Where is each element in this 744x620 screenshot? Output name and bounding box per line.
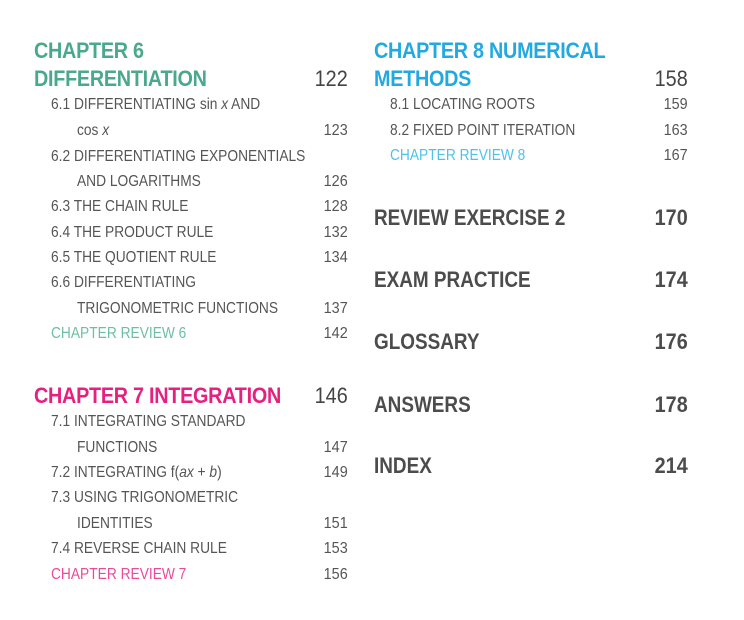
section-answers: ANSWERS [374,392,471,417]
toc-entry-7-2: 7.2 INTEGRATING f(ax + b) [51,464,222,481]
toc-page-6-5: 134 [323,249,348,266]
section-exam-practice-page: 174 [654,267,688,292]
section-review-exercise-2-page: 170 [654,205,688,230]
chapter-review-6-page: 142 [323,325,348,342]
toc-entry-7-1-line1: 7.1 INTEGRATING STANDARD [51,413,246,430]
toc-page-7-3: 151 [323,515,348,532]
toc-entry-6-2-line2: AND LOGARITHMS [77,173,201,190]
chapter-8-title-line2: METHODS [374,66,472,91]
section-index-page: 214 [654,453,688,478]
toc-entry-8-1: 8.1 LOCATING ROOTS [390,96,536,113]
chapter-6-title-line2: DIFFERENTIATION [34,66,207,91]
chapter-6-page: 122 [314,66,348,91]
chapter-8-title-line1: CHAPTER 8 NUMERICAL [374,38,606,63]
toc-page-6-1: 123 [323,122,348,139]
section-exam-practice: EXAM PRACTICE [374,267,531,292]
toc-page-6-4: 132 [323,224,348,241]
toc-page-6-2: 126 [323,173,348,190]
toc-entry-7-4: 7.4 REVERSE CHAIN RULE [51,540,227,557]
toc-page-7-1: 147 [323,439,348,456]
chapter-7-page: 146 [314,383,348,408]
chapter-review-8: CHAPTER REVIEW 8 [390,147,526,164]
toc-entry-6-1-line2: cos x [77,122,110,139]
toc-entry-6-4: 6.4 THE PRODUCT RULE [51,224,214,241]
chapter-7-title: CHAPTER 7 INTEGRATION [34,383,281,408]
toc-page-6-3: 128 [323,198,348,215]
chapter-6-title-line1: CHAPTER 6 [34,38,144,63]
toc-entry-6-6-line1: 6.6 DIFFERENTIATING [51,274,197,291]
chapter-8-page: 158 [654,66,688,91]
toc-entry-6-3: 6.3 THE CHAIN RULE [51,198,189,215]
chapter-review-8-page: 167 [663,147,688,164]
section-glossary-page: 176 [654,329,688,354]
section-review-exercise-2: REVIEW EXERCISE 2 [374,205,566,230]
toc-entry-6-6-line2: TRIGONOMETRIC FUNCTIONS [77,300,279,317]
toc-entry-7-1-line2: FUNCTIONS [77,439,158,456]
section-glossary: GLOSSARY [374,329,480,354]
section-answers-page: 178 [654,392,688,417]
toc-page-6-6: 137 [323,300,348,317]
toc-entry-6-5: 6.5 THE QUOTIENT RULE [51,249,217,266]
toc-page-8-1: 159 [663,96,688,113]
section-index: INDEX [374,453,432,478]
toc-entry-6-1-line1: 6.1 DIFFERENTIATING sin x AND [51,96,261,113]
toc-entry-7-3-line1: 7.3 USING TRIGONOMETRIC [51,489,239,506]
toc-page-7-2: 149 [323,464,348,481]
chapter-review-7: CHAPTER REVIEW 7 [51,566,187,583]
toc-entry-7-3-line2: IDENTITIES [77,515,153,532]
chapter-review-7-page: 156 [323,566,348,583]
chapter-review-6: CHAPTER REVIEW 6 [51,325,187,342]
toc-page-8-2: 163 [663,122,688,139]
toc-entry-8-2: 8.2 FIXED POINT ITERATION [390,122,576,139]
toc-page-7-4: 153 [323,540,348,557]
toc-entry-6-2-line1: 6.2 DIFFERENTIATING EXPONENTIALS [51,148,306,165]
